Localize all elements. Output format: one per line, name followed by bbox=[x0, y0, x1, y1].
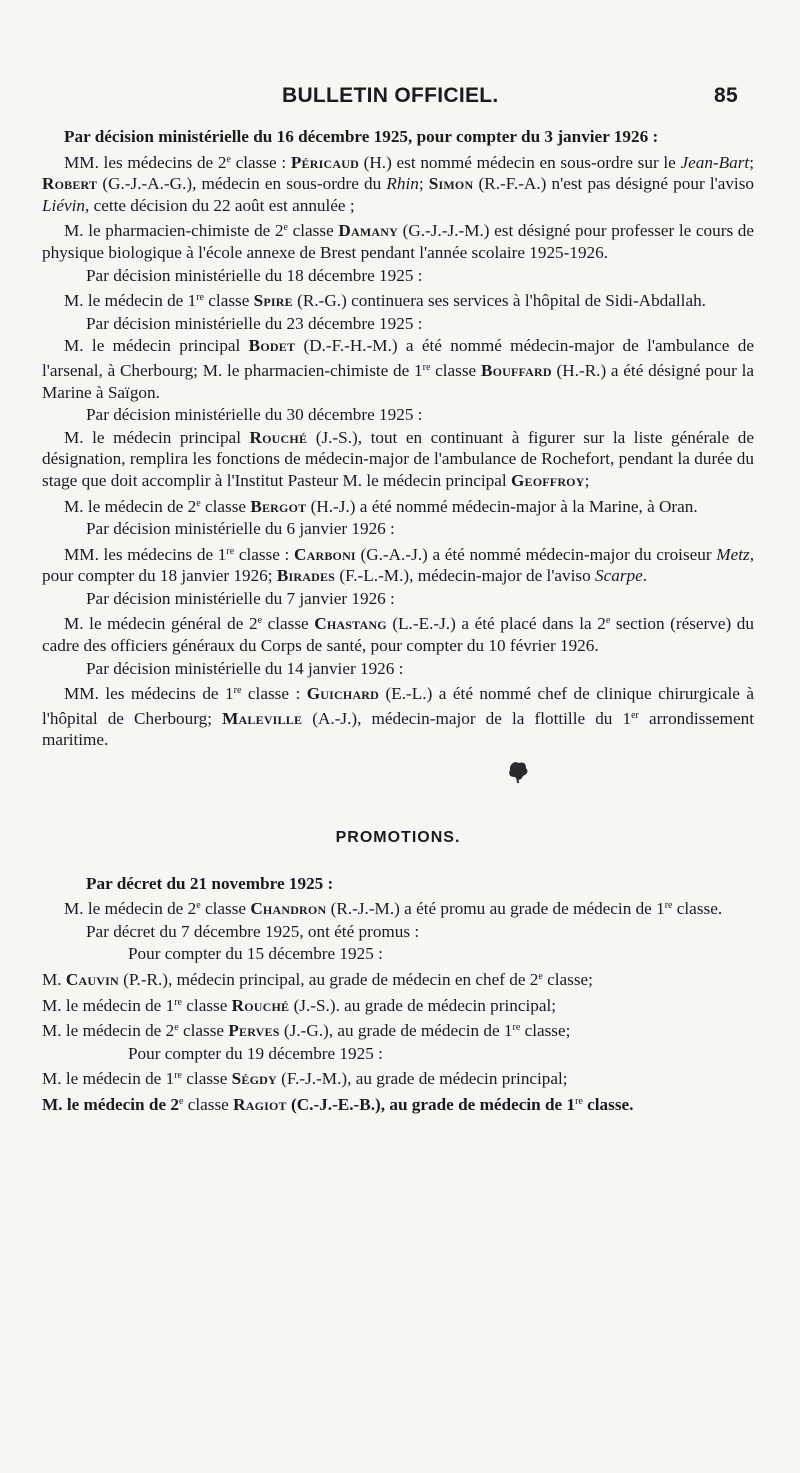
ink-seal-mark bbox=[504, 757, 532, 785]
text-run: (P.-R.), médecin principal, au grade de médecin en chef de 2 bbox=[118, 970, 539, 989]
person-name: Ségdy bbox=[231, 1069, 277, 1089]
text-run: . bbox=[642, 566, 648, 586]
text-run: ; bbox=[749, 152, 754, 172]
paragraph bbox=[42, 313, 754, 335]
text-run: Par décision ministérielle du 16 décembre 1925, pour compter du 3 janvier 1926 : bbox=[64, 127, 659, 146]
text-run: Pour compter du 15 décembre 1925 : bbox=[128, 944, 383, 964]
ordinal-suffix: e bbox=[196, 900, 201, 912]
paragraph bbox=[42, 992, 754, 1017]
text-run: Pour compter du 19 décembre 1925 : bbox=[128, 1043, 383, 1063]
text-run: classe; bbox=[520, 1021, 571, 1041]
text-run: (G.-J.-J.-M.) est désigné pour professer le cours de physique biologique à l'école annexe de Brest pendant l'année scolaire 1925-1926. bbox=[42, 221, 755, 262]
person-name: Bergot bbox=[250, 496, 307, 516]
text-run: , pour compter du 18 janvier 1926; bbox=[42, 544, 754, 586]
text-run: classe : bbox=[241, 684, 307, 704]
text-run: M. le médecin de 2 bbox=[42, 1094, 179, 1114]
text-run: classe bbox=[430, 360, 481, 380]
text-run: Par décret du 21 novembre 1925 : bbox=[86, 873, 334, 893]
text-run: (R.-G.) continuera ses services à l'hôpital de Sidi-Abdallah. bbox=[292, 291, 706, 311]
text-run: Par décision ministérielle du 23 décembre 1925 : bbox=[86, 313, 423, 333]
ordinal-suffix: re bbox=[226, 545, 235, 557]
text-run: M. le médecin général de 2 bbox=[64, 614, 258, 634]
text-run: M. le médecin principal bbox=[64, 336, 249, 356]
text-run: MM. les médecins de 1 bbox=[64, 684, 234, 704]
paragraph bbox=[42, 1017, 754, 1042]
text-run: (R.-J.-M.) a été promu au grade de médecin de 1 bbox=[326, 899, 665, 919]
text-run: (F.-L.-M.), médecin-major de l'aviso bbox=[335, 566, 595, 586]
person-name: Birades bbox=[276, 566, 336, 586]
ordinal-suffix: e bbox=[179, 1095, 184, 1107]
person-name: Simon bbox=[428, 174, 474, 194]
text-run: section (réserve) du cadre des officiers généraux du Corps de santé, pour compter du 10 février 1926. bbox=[42, 614, 754, 656]
person-name: Chastang bbox=[314, 614, 387, 634]
text-run: M. le médecin de 2 bbox=[64, 496, 197, 516]
paragraph bbox=[42, 493, 754, 518]
text-run: MM. les médecins de 2 bbox=[64, 152, 227, 172]
text-run: M. le médecin de 2 bbox=[42, 1021, 175, 1041]
text-run: classe. bbox=[582, 1094, 634, 1114]
paragraph bbox=[42, 680, 754, 751]
document-body bbox=[42, 126, 754, 1117]
ship-name: Jean-Bart bbox=[680, 152, 750, 172]
text-run: classe bbox=[183, 1094, 234, 1114]
text-run: M. le médecin de 1 bbox=[42, 995, 175, 1015]
text-run: classe. bbox=[672, 899, 723, 919]
ordinal-suffix: e bbox=[538, 971, 543, 982]
text-run: (H.-J.) a été nommé médecin-major à la Marine, à Oran. bbox=[306, 496, 698, 516]
text-run: (H.-R.) a été désigné pour la Marine à Saïgon. bbox=[42, 360, 754, 402]
decisions-section bbox=[42, 126, 754, 751]
text-run: ; bbox=[584, 470, 590, 490]
text-run: classe bbox=[182, 1069, 232, 1089]
text-run: , cette décision du 22 août est annulée ; bbox=[84, 195, 355, 215]
paragraph bbox=[42, 1043, 754, 1065]
ordinal-suffix: re bbox=[233, 685, 242, 697]
promotions-section bbox=[42, 873, 754, 1116]
ordinal-suffix: e bbox=[283, 222, 288, 234]
person-name: Guichard bbox=[306, 684, 380, 704]
text-run: (F.-J.-M.), au grade de médecin principal; bbox=[276, 1069, 568, 1089]
person-name: Geoffroy bbox=[510, 470, 585, 490]
ship-name: Rhin bbox=[386, 174, 419, 194]
promotions-heading: PROMOTIONS. bbox=[335, 829, 461, 847]
person-name: Damany bbox=[338, 221, 398, 241]
text-run: classe bbox=[182, 995, 232, 1015]
bulletin-title: BULLETIN OFFICIEL. bbox=[282, 84, 499, 107]
text-run: M. le médecin de 2 bbox=[64, 899, 197, 919]
text-run: (A.-J.), médecin-major de la flottille du 1 bbox=[302, 708, 632, 728]
person-name: Rouché bbox=[249, 427, 308, 447]
text-run: (J.-G.), au grade de médecin de 1 bbox=[279, 1021, 513, 1041]
paragraph bbox=[42, 427, 754, 492]
text-run: M. le pharmacien-chimiste de 2 bbox=[64, 221, 284, 241]
text-run: (R.-F.-A.) n'est pas désigné pour l'aviso bbox=[473, 174, 754, 194]
text-run: (J.-S.). au grade de médecin principal; bbox=[289, 995, 557, 1015]
paragraph bbox=[42, 518, 754, 540]
person-name: Spire bbox=[253, 291, 293, 311]
ordinal-suffix: re bbox=[664, 900, 673, 912]
text-run: arrondissement maritime. bbox=[42, 708, 754, 750]
person-name: Rouché bbox=[231, 995, 290, 1015]
text-run: classe bbox=[178, 1021, 229, 1041]
ordinal-suffix: e bbox=[196, 497, 201, 509]
page-header bbox=[240, 84, 738, 118]
text-run: M. le médecin principal bbox=[64, 427, 250, 447]
page-number: 85 bbox=[714, 84, 738, 107]
ordinal-suffix: re bbox=[422, 361, 431, 373]
ordinal-suffix: er bbox=[631, 709, 639, 721]
paragraph bbox=[42, 658, 754, 680]
text-run: (G.-A.-J.) a été nommé médecin-major du croiseur bbox=[355, 544, 717, 564]
paragraph bbox=[42, 895, 754, 920]
text-run: Par décret du 7 décembre 1925, ont été promus : bbox=[86, 921, 420, 941]
text-run: Par décision ministérielle du 7 janvier 1926 : bbox=[86, 588, 395, 608]
text-run: (C.-J.-E.-B.), au grade de médecin de 1 bbox=[286, 1094, 576, 1114]
text-run: classe bbox=[204, 291, 254, 311]
paragraph bbox=[42, 126, 754, 148]
text-run: classe; bbox=[542, 970, 593, 989]
text-run: classe bbox=[262, 614, 315, 634]
text-run: (L.-E.-J.) a été placé dans la 2 bbox=[386, 614, 606, 634]
text-run: Par décision ministérielle du 18 décembre 1925 : bbox=[86, 265, 423, 285]
text-run: classe bbox=[288, 221, 339, 241]
paragraph bbox=[42, 966, 754, 991]
person-name: Robert bbox=[42, 174, 98, 194]
paragraph bbox=[42, 921, 754, 943]
paragraph bbox=[42, 287, 754, 312]
paragraph bbox=[42, 541, 754, 587]
person-name: Cauvin bbox=[65, 970, 119, 989]
text-run: (H.) est nommé médecin en sous-ordre sur le bbox=[358, 152, 681, 172]
paragraph bbox=[42, 588, 754, 610]
text-run: Par décision ministérielle du 14 janvier 1926 : bbox=[86, 658, 404, 678]
text-run: Par décision ministérielle du 6 janvier 1926 : bbox=[86, 519, 395, 539]
text-run: ; bbox=[418, 174, 429, 194]
text-run: (D.-F.-H.-M.) a été nommé médecin-major de l'ambulance de l'arsenal, à Cherbourg; M. le pharmacien-chimiste de 1 bbox=[42, 336, 754, 380]
person-name: Bodet bbox=[248, 336, 296, 356]
text-run: classe : bbox=[234, 544, 294, 564]
text-run: classe : bbox=[230, 152, 291, 172]
ordinal-suffix: e bbox=[257, 615, 263, 627]
ordinal-suffix: re bbox=[196, 292, 204, 304]
ordinal-suffix: e bbox=[605, 615, 611, 627]
ship-name: Metz bbox=[716, 544, 750, 564]
paragraph bbox=[42, 1065, 754, 1090]
paragraph bbox=[42, 217, 754, 263]
person-name: Chandron bbox=[250, 899, 327, 919]
ordinal-suffix: re bbox=[174, 1070, 182, 1082]
ship-name: Scarpe bbox=[595, 566, 643, 586]
ordinal-suffix: re bbox=[512, 1022, 521, 1034]
text-run: Par décision ministérielle du 30 décembre 1925 : bbox=[86, 405, 423, 425]
ordinal-suffix: re bbox=[575, 1095, 583, 1107]
paragraph bbox=[42, 873, 754, 895]
paragraph bbox=[42, 610, 754, 656]
paragraph bbox=[42, 1091, 754, 1116]
paragraph bbox=[42, 943, 754, 965]
text-run: M. le médecin de 1 bbox=[64, 291, 197, 311]
text-run: (J.-S.), tout en continuant à figurer sur la liste générale de désignation, remplira les fonctions de médecin-major de l'ambulance de Rochefort, pendant la durée du stage que doit accomplir à l'Institut Pasteur M. le médecin principal bbox=[42, 427, 754, 490]
text-run: (E.-L.) a été nommé chef de clinique chirurgicale à l'hôpital de Cherbourg; bbox=[42, 684, 754, 728]
ship-name: Liévin bbox=[42, 195, 85, 215]
paragraph bbox=[42, 265, 754, 287]
paragraph bbox=[42, 335, 754, 403]
paragraph bbox=[42, 404, 754, 426]
person-name: Ragiot bbox=[233, 1094, 287, 1114]
person-name: Maleville bbox=[222, 708, 303, 728]
person-name: Perves bbox=[228, 1021, 280, 1041]
person-name: Bouffard bbox=[480, 360, 552, 380]
paragraph bbox=[42, 149, 754, 217]
text-run: M. le médecin de 1 bbox=[42, 1069, 175, 1089]
person-name: Péricaud bbox=[290, 152, 359, 172]
text-run: MM. les médecins de 1 bbox=[64, 544, 227, 564]
text-run: classe bbox=[200, 899, 251, 919]
ordinal-suffix: re bbox=[174, 996, 182, 1008]
ordinal-suffix: e bbox=[174, 1022, 179, 1034]
text-run: M. bbox=[42, 970, 66, 989]
text-run: classe bbox=[200, 496, 251, 516]
ordinal-suffix: e bbox=[226, 153, 231, 165]
person-name: Carboni bbox=[293, 544, 356, 564]
text-run: (G.-J.-A.-G.), médecin en sous-ordre du bbox=[97, 174, 387, 194]
